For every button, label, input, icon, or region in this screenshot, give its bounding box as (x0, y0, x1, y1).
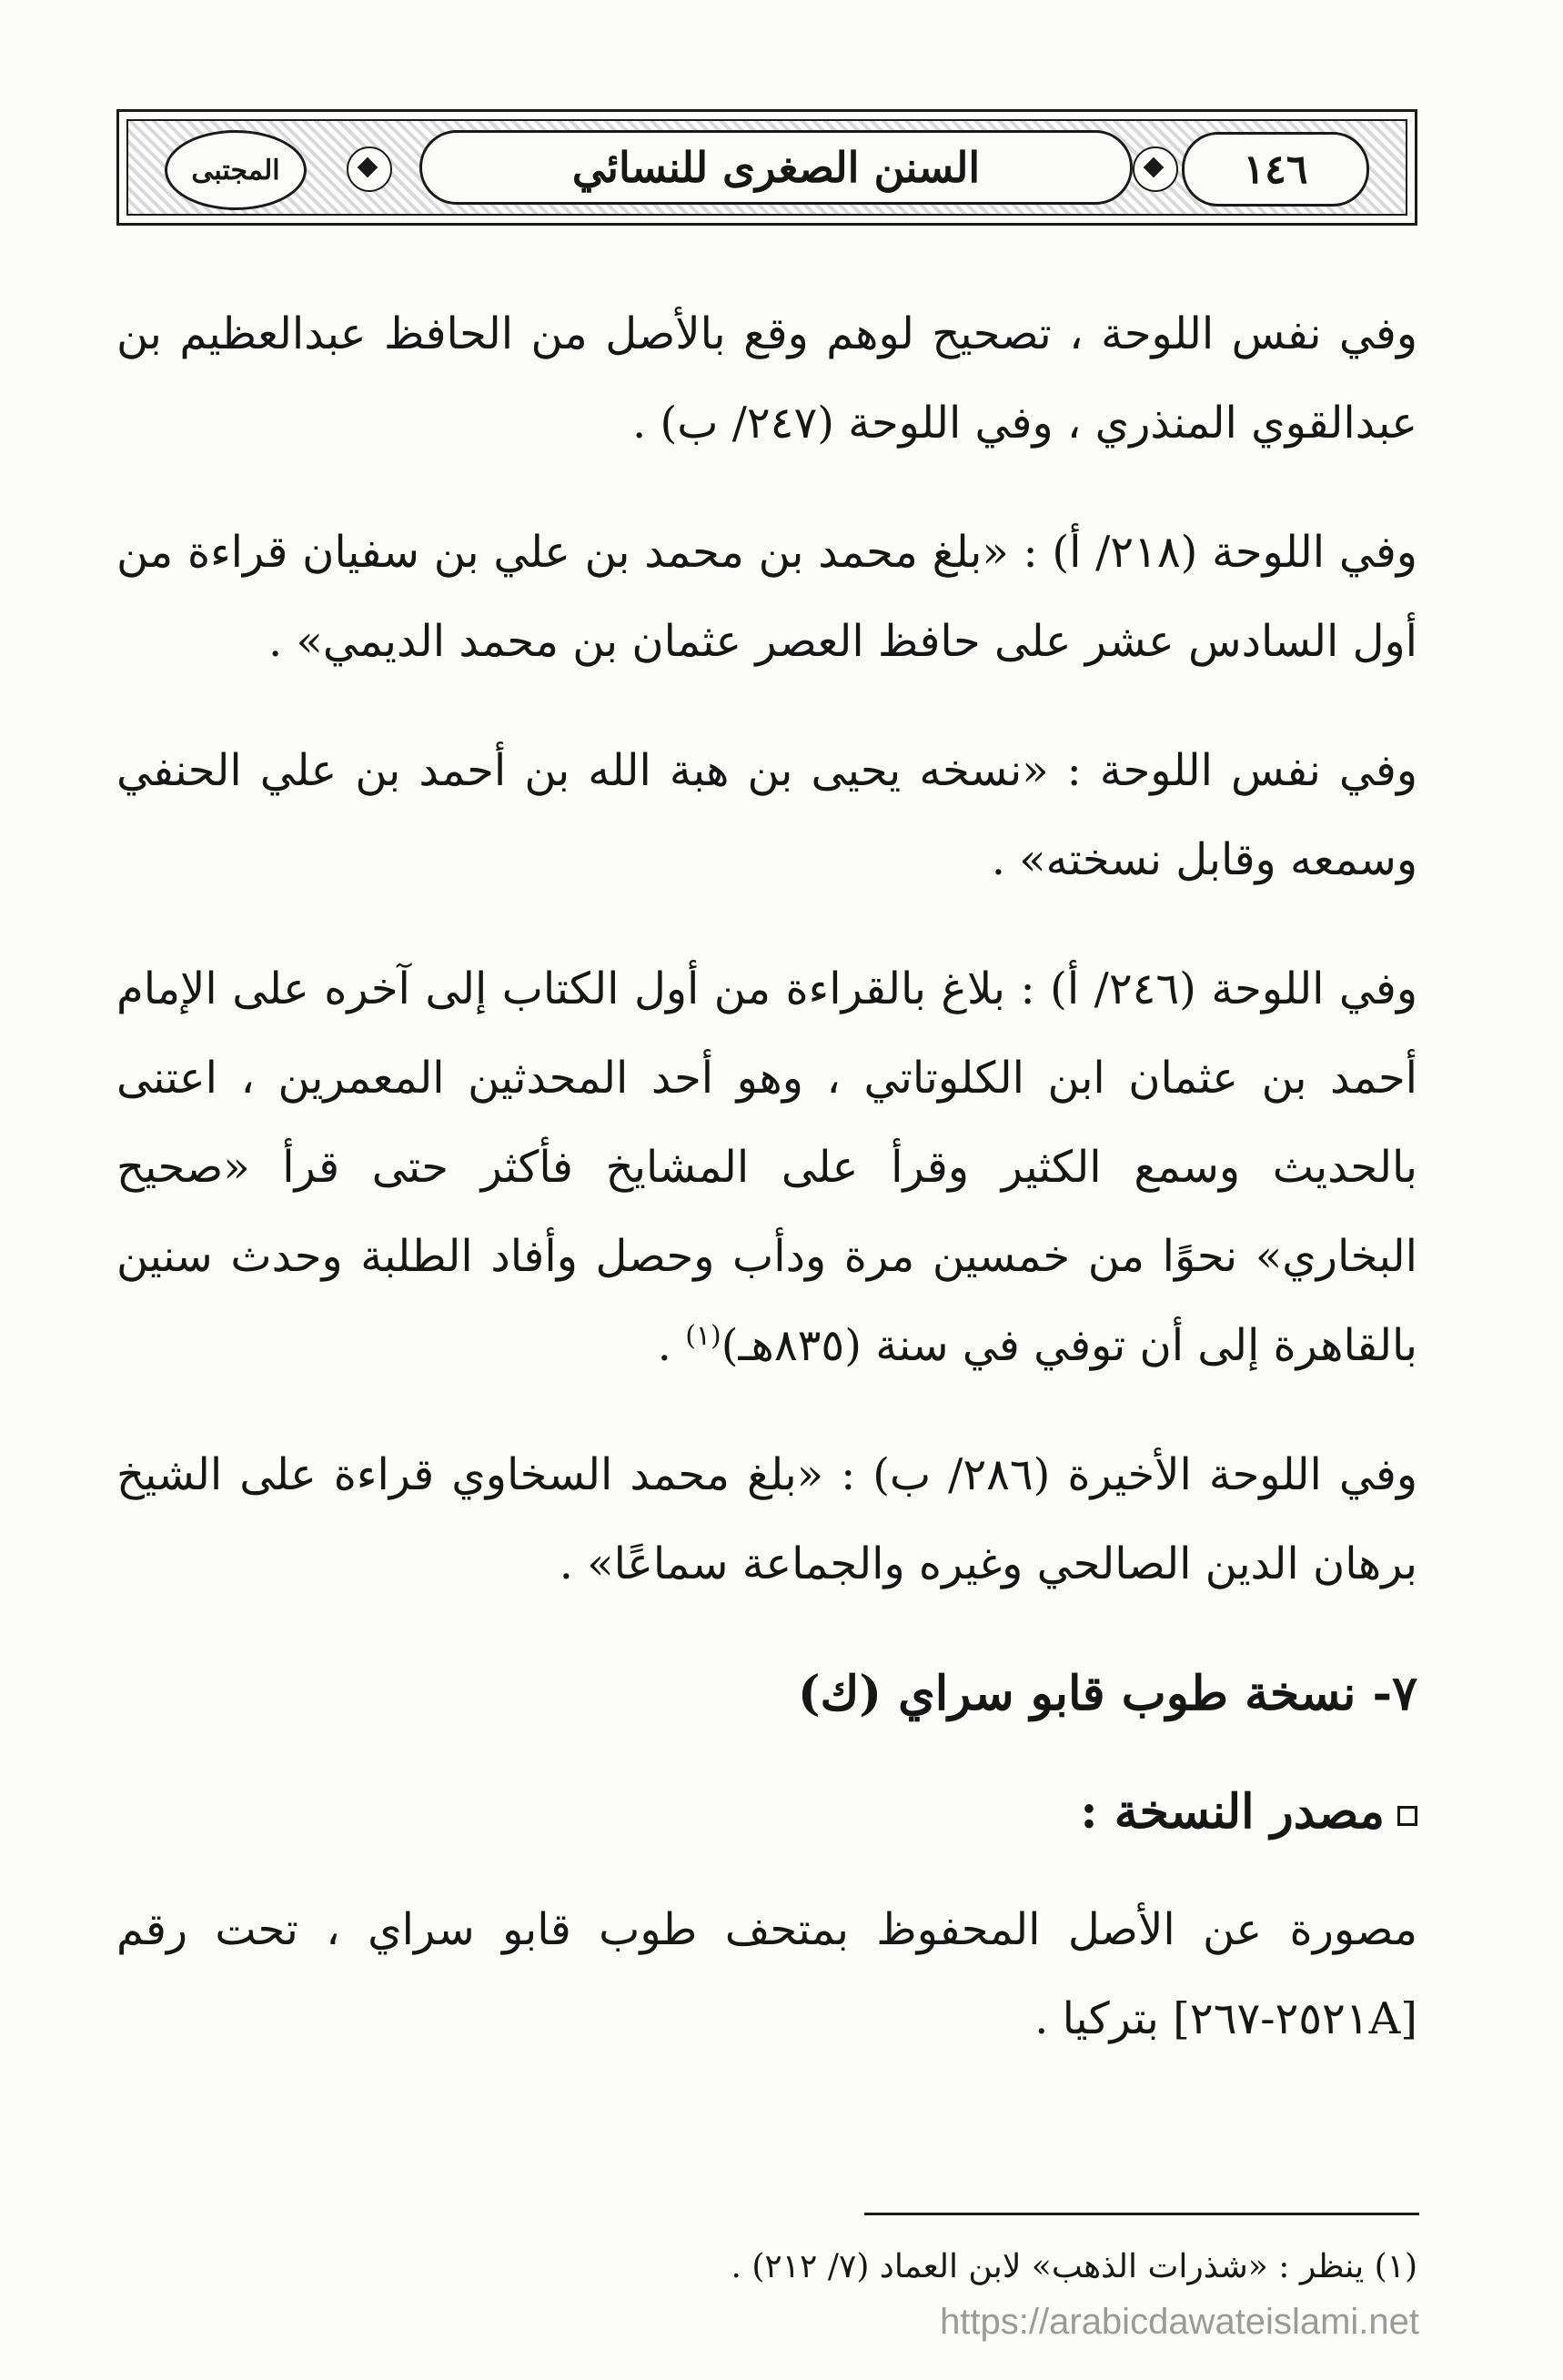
footnote-reference: (١) (685, 1320, 721, 1352)
paragraph: وفي نفس اللوحة ، تصحيح لوهم وقع بالأصل من الحافظ عبدالعظيم بن عبدالقوي المنذري ، وفي اللوحة (٢٤٧/ ب) . (116, 308, 1417, 449)
paragraph: وفي نفس اللوحة : «نسخه يحيى بن هبة الله بن أحمد بن علي الحنفي وسمعه وقابل نسخته» . (116, 745, 1417, 885)
rosette-ornament (1133, 146, 1178, 192)
rosette-ornament (347, 146, 392, 192)
watermark-url: https://arabicdawateislami.net (940, 2302, 1419, 2342)
paragraph: وفي اللوحة الأخيرة (٢٨٦/ ب) : «بلغ محمد السخاوي قراءة على الشيخ برهان الدين الصالحي وغيره والجماعة سماعًا» . (116, 1449, 1418, 1589)
page-number: ١٤٦ (1182, 132, 1369, 207)
header-seal (165, 130, 307, 210)
seal-text: المجتبى (191, 154, 280, 187)
subsection-heading-text: مصدر النسخة : (1080, 1784, 1385, 1840)
paragraph: مصورة عن الأصل المحفوظ بمتحف طوب قابو سراي ، تحت رقم [٢٥٢١A-٢٦٧] بتركيا . (116, 1904, 1417, 2044)
main-text (116, 289, 1417, 2103)
paragraph-text: وفي اللوحة (٢٤٦/ أ) : بلاغ بالقراءة من أول الكتاب إلى آخره على الإمام أحمد بن عثمان ابن الكلوتاتي ، وهو أحد المحدثين المعمرين ، اعتنى بالحديث وسمع الكثير وقرأ على المشايخ فأكثر حتى قرأ «صحيح البخاري» نحوًا من خمسين مرة ودأب وحصل وأفاد الطلبة وحدث سنين بالقاهرة إلى أن توفي في سنة (٨٣٥هـ) (116, 963, 1417, 1371)
subsection-heading (116, 1767, 1417, 1858)
footnote-divider (864, 2213, 1419, 2215)
paragraph-end: . (657, 1320, 686, 1371)
footnote: (١) ينظر : «شذرات الذهب» لابن العماد (٧/ ٢١٢) . (731, 2248, 1417, 2285)
header-ornament (126, 119, 1407, 216)
page-header (116, 109, 1417, 226)
book-title: السنن الصغرى للنسائي (571, 143, 981, 192)
title-band (419, 130, 1133, 205)
paragraph: وفي اللوحة (٢١٨/ أ) : «بلغ محمد بن محمد بن علي بن سفيان قراءة من أول السادس عشر على حافظ العصر عثمان بن محمد الديمي» . (116, 527, 1417, 667)
section-heading: ٧- نسخة طوب قابو سراي (ك) (797, 1666, 1417, 1721)
paragraph (116, 944, 1417, 1390)
square-bullet-icon (1397, 1806, 1417, 1826)
